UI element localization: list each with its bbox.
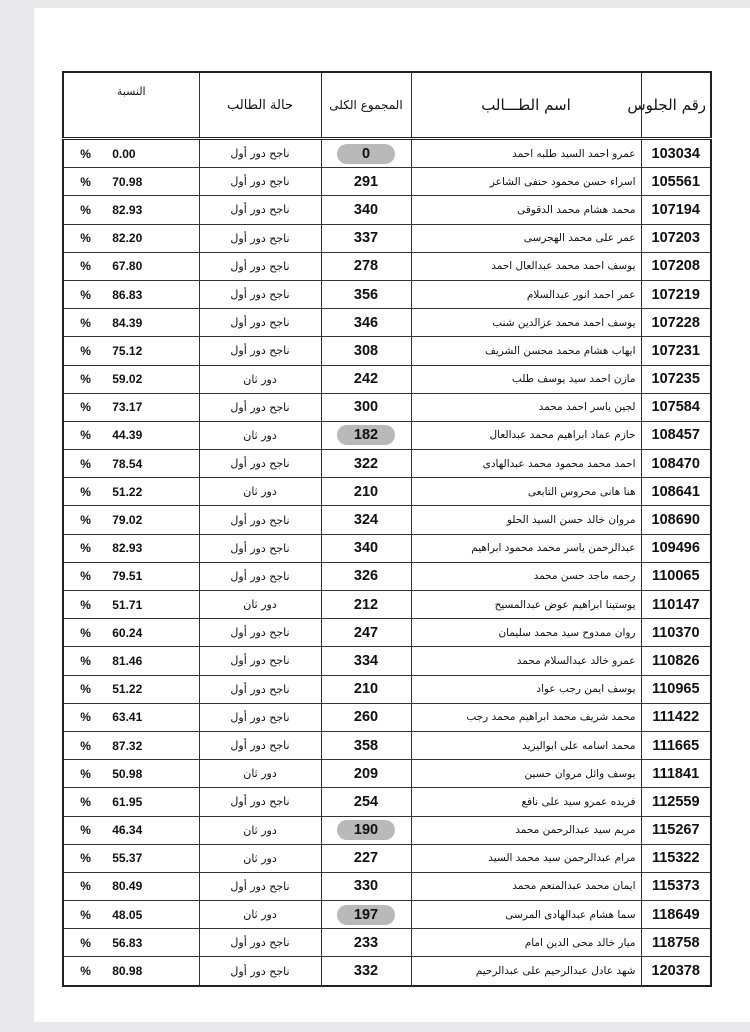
total-score-value: 300 (353, 399, 379, 416)
table-row (63, 591, 711, 619)
highlighted-total-score: 0 (337, 144, 395, 164)
total-score-cell (321, 280, 411, 308)
seat-number-cell: 115373 (641, 872, 711, 900)
seat-number-cell: 110147 (641, 591, 711, 619)
seat-number-cell: 111422 (641, 703, 711, 731)
percentage-value: 0.00 (112, 146, 136, 161)
table-body (63, 139, 711, 986)
total-score-cell (321, 619, 411, 647)
percentage-cell (63, 816, 199, 844)
percent-sign: % (80, 231, 91, 246)
student-status-cell: ناجح دور أول (199, 196, 321, 224)
percentage-cell (63, 788, 199, 816)
total-score-value: 332 (353, 963, 379, 980)
total-score-cell (321, 168, 411, 196)
student-status-cell: ناجح دور أول (199, 788, 321, 816)
student-name-cell: لجين ياسر احمد محمد (411, 393, 641, 421)
table-row (63, 196, 711, 224)
seat-number-cell: 115267 (641, 816, 711, 844)
student-name-cell: عمرو خالد عبدالسلام محمد (411, 647, 641, 675)
student-status-cell: ناجح دور أول (199, 252, 321, 280)
header-total-score: المجموع الكلى (321, 72, 411, 139)
student-name-cell: مريم سيد عبدالرحمن محمد (411, 816, 641, 844)
percent-sign: % (80, 343, 91, 358)
table-row (63, 534, 711, 562)
student-status-cell: دور ثان (199, 901, 321, 929)
student-status-cell: ناجح دور أول (199, 506, 321, 534)
percent-sign: % (80, 766, 91, 781)
percent-sign: % (80, 569, 91, 584)
table-row (63, 337, 711, 365)
table-row (63, 844, 711, 872)
student-status-cell: ناجح دور أول (199, 337, 321, 365)
table-row (63, 252, 711, 280)
percent-sign: % (80, 907, 91, 922)
student-status-cell: ناجح دور أول (199, 450, 321, 478)
table-row (63, 647, 711, 675)
total-score-value: 346 (353, 314, 379, 331)
table-row (63, 562, 711, 590)
percentage-cell (63, 562, 199, 590)
student-name-cell: يوسف احمد محمد عبدالعال احمد (411, 252, 641, 280)
total-score-value: 260 (353, 709, 379, 726)
percentage-cell (63, 478, 199, 506)
student-status-cell: دور ثان (199, 591, 321, 619)
student-status-cell: دور ثان (199, 478, 321, 506)
header-student-name: اسم الطـــالب (411, 72, 641, 139)
table-row (63, 929, 711, 957)
student-status-cell: دور ثان (199, 365, 321, 393)
table-row (63, 703, 711, 731)
table-row (63, 675, 711, 703)
percentage-cell (63, 337, 199, 365)
percentage-cell (63, 591, 199, 619)
table-row (63, 139, 711, 168)
percent-sign: % (80, 202, 91, 217)
total-score-cell (321, 393, 411, 421)
total-score-cell (321, 591, 411, 619)
results-table (62, 71, 712, 987)
total-score-cell (321, 844, 411, 872)
header-seat-number: رقم الجلوس (641, 72, 711, 139)
total-score-cell (321, 196, 411, 224)
percent-sign: % (80, 625, 91, 640)
percentage-cell (63, 619, 199, 647)
percent-sign: % (80, 513, 91, 528)
seat-number-cell: 109496 (641, 534, 711, 562)
percentage-cell (63, 196, 199, 224)
seat-number-cell: 107228 (641, 309, 711, 337)
student-status-cell: دور ثان (199, 816, 321, 844)
percentage-cell (63, 309, 199, 337)
seat-number-cell: 108457 (641, 421, 711, 449)
total-score-cell (321, 760, 411, 788)
total-score-cell (321, 252, 411, 280)
student-name-cell: رحمه ماجد حسن محمد (411, 562, 641, 590)
percent-sign: % (80, 259, 91, 274)
student-name-cell: اسراء حسن محمود حنفى الشاعر (411, 168, 641, 196)
percentage-cell (63, 224, 199, 252)
seat-number-cell: 107584 (641, 393, 711, 421)
seat-number-cell: 108690 (641, 506, 711, 534)
percentage-value: 48.05 (112, 907, 143, 922)
percentage-cell (63, 450, 199, 478)
total-score-cell (321, 675, 411, 703)
student-status-cell: ناجح دور أول (199, 619, 321, 647)
highlighted-total-score: 190 (337, 820, 395, 840)
total-score-cell (321, 337, 411, 365)
percentage-cell (63, 506, 199, 534)
percent-sign: % (80, 484, 91, 499)
percent-sign: % (80, 400, 91, 415)
percent-sign: % (80, 541, 91, 556)
total-score-cell (321, 478, 411, 506)
student-name-cell: مروان خالد حسن السيد الحلو (411, 506, 641, 534)
percentage-value: 63.41 (112, 710, 143, 725)
total-score-value: 340 (353, 540, 379, 557)
total-score-value: 356 (353, 286, 379, 303)
percentage-value: 56.83 (112, 935, 143, 950)
total-score-value: 291 (353, 173, 379, 190)
total-score-value: 322 (353, 455, 379, 472)
seat-number-cell: 111665 (641, 731, 711, 759)
percent-sign: % (80, 653, 91, 668)
percentage-value: 73.17 (112, 400, 143, 415)
table-row (63, 957, 711, 986)
percentage-value: 61.95 (112, 794, 143, 809)
percent-sign: % (80, 315, 91, 330)
table-row (63, 168, 711, 196)
percentage-value: 81.46 (112, 653, 143, 668)
seat-number-cell: 115322 (641, 844, 711, 872)
percentage-value: 55.37 (112, 851, 143, 866)
table-row (63, 309, 711, 337)
total-score-value: 210 (353, 681, 379, 698)
total-score-cell (321, 365, 411, 393)
percentage-cell (63, 421, 199, 449)
total-score-cell (321, 929, 411, 957)
student-status-cell: ناجح دور أول (199, 224, 321, 252)
student-status-cell: ناجح دور أول (199, 731, 321, 759)
student-name-cell: يوستينا ابراهيم عوض عبدالمسيح (411, 591, 641, 619)
percentage-cell (63, 957, 199, 986)
student-status-cell: ناجح دور أول (199, 280, 321, 308)
total-score-value: 308 (353, 342, 379, 359)
student-status-cell: ناجح دور أول (199, 675, 321, 703)
percentage-value: 79.51 (112, 569, 143, 584)
student-status-cell: ناجح دور أول (199, 168, 321, 196)
total-score-value: 340 (353, 201, 379, 218)
table-row (63, 421, 711, 449)
percent-sign: % (80, 146, 91, 161)
student-name-cell: عبدالرحمن ياسر محمد محمود ابراهيم (411, 534, 641, 562)
total-score-value: 210 (353, 483, 379, 500)
seat-number-cell: 118649 (641, 901, 711, 929)
total-score-value: 212 (353, 596, 379, 613)
student-name-cell: حازم عماد ابراهيم محمد عبدالعال (411, 421, 641, 449)
student-name-cell: عمر احمد انور عبدالسلام (411, 280, 641, 308)
table-header (63, 72, 711, 139)
percentage-value: 84.39 (112, 315, 143, 330)
seat-number-cell: 110370 (641, 619, 711, 647)
percent-sign: % (80, 428, 91, 443)
percent-sign: % (80, 964, 91, 979)
student-name-cell: يوسف احمد محمد عزالدين شنب (411, 309, 641, 337)
student-status-cell: ناجح دور أول (199, 647, 321, 675)
student-name-cell: شهد عادل عبدالرحيم على عبدالرحيم (411, 957, 641, 986)
seat-number-cell: 107208 (641, 252, 711, 280)
seat-number-cell: 111841 (641, 760, 711, 788)
total-score-cell (321, 731, 411, 759)
table-row (63, 816, 711, 844)
percent-sign: % (80, 372, 91, 387)
percentage-value: 46.34 (112, 823, 143, 838)
total-score-value: 247 (353, 624, 379, 641)
percent-sign: % (80, 935, 91, 950)
percentage-cell (63, 929, 199, 957)
percentage-cell (63, 365, 199, 393)
percentage-value: 86.83 (112, 287, 143, 302)
student-name-cell: احمد محمد محمود محمد عبدالهادى (411, 450, 641, 478)
table-row (63, 788, 711, 816)
total-score-cell (321, 421, 411, 449)
seat-number-cell: 110965 (641, 675, 711, 703)
percentage-value: 82.93 (112, 541, 143, 556)
percentage-value: 50.98 (112, 766, 143, 781)
percentage-cell (63, 844, 199, 872)
student-status-cell: ناجح دور أول (199, 703, 321, 731)
table-row (63, 760, 711, 788)
student-name-cell: فريده عمرو سيد على نافع (411, 788, 641, 816)
seat-number-cell: 108470 (641, 450, 711, 478)
percent-sign: % (80, 456, 91, 471)
total-score-cell (321, 506, 411, 534)
total-score-value: 227 (353, 850, 379, 867)
total-score-value: 358 (353, 737, 379, 754)
table-row (63, 280, 711, 308)
percentage-value: 82.93 (112, 202, 143, 217)
highlighted-total-score: 197 (337, 905, 395, 925)
percentage-cell (63, 280, 199, 308)
student-name-cell: ميار خالد محى الدين امام (411, 929, 641, 957)
student-status-cell: ناجح دور أول (199, 393, 321, 421)
header-student-status: حالة الطالب (199, 72, 321, 139)
student-status-cell: ناجح دور أول (199, 929, 321, 957)
seat-number-cell: 107203 (641, 224, 711, 252)
student-name-cell: عمر على محمد الهجرسى (411, 224, 641, 252)
percentage-value: 67.80 (112, 259, 143, 274)
student-name-cell: محمد اسامه على ابواليزيد (411, 731, 641, 759)
total-score-cell (321, 309, 411, 337)
total-score-value: 330 (353, 878, 379, 895)
percent-sign: % (80, 738, 91, 753)
total-score-value: 254 (353, 793, 379, 810)
total-score-value: 326 (353, 568, 379, 585)
percent-sign: % (80, 851, 91, 866)
total-score-value: 324 (353, 512, 379, 529)
student-status-cell: ناجح دور أول (199, 534, 321, 562)
percentage-value: 44.39 (112, 428, 143, 443)
percentage-value: 80.49 (112, 879, 143, 894)
student-name-cell: مرام عبدالرحمن سيد محمد السيد (411, 844, 641, 872)
total-score-cell (321, 647, 411, 675)
percentage-value: 51.22 (112, 484, 143, 499)
percent-sign: % (80, 879, 91, 894)
percentage-value: 82.20 (112, 231, 143, 246)
percent-sign: % (80, 597, 91, 612)
student-status-cell: ناجح دور أول (199, 139, 321, 168)
percentage-cell (63, 760, 199, 788)
total-score-cell (321, 816, 411, 844)
percentage-value: 59.02 (112, 372, 143, 387)
percent-sign: % (80, 287, 91, 302)
percentage-value: 87.32 (112, 738, 143, 753)
percentage-cell (63, 675, 199, 703)
percent-sign: % (80, 794, 91, 809)
seat-number-cell: 120378 (641, 957, 711, 986)
percentage-value: 51.71 (112, 597, 143, 612)
student-status-cell: ناجح دور أول (199, 309, 321, 337)
student-status-cell: ناجح دور أول (199, 562, 321, 590)
student-name-cell: يوسف وائل مروان حسين (411, 760, 641, 788)
student-name-cell: سما هشام عبدالهادى المرسى (411, 901, 641, 929)
seat-number-cell: 110065 (641, 562, 711, 590)
percentage-value: 75.12 (112, 343, 143, 358)
highlighted-total-score: 182 (337, 425, 395, 445)
total-score-cell (321, 901, 411, 929)
header-row (63, 72, 711, 139)
table-row (63, 478, 711, 506)
table-row (63, 619, 711, 647)
percent-sign: % (80, 710, 91, 725)
total-score-value: 337 (353, 230, 379, 247)
total-score-value: 334 (353, 652, 379, 669)
seat-number-cell: 112559 (641, 788, 711, 816)
percentage-value: 60.24 (112, 625, 143, 640)
table-row (63, 224, 711, 252)
percentage-value: 78.54 (112, 456, 143, 471)
percentage-value: 70.98 (112, 174, 143, 189)
percent-sign: % (80, 174, 91, 189)
percentage-value: 79.02 (112, 513, 143, 528)
total-score-cell (321, 562, 411, 590)
student-name-cell: روان ممدوح سيد محمد سليمان (411, 619, 641, 647)
total-score-cell (321, 788, 411, 816)
student-name-cell: ايمان محمد عبدالمنعم محمد (411, 872, 641, 900)
total-score-value: 278 (353, 258, 379, 275)
seat-number-cell: 103034 (641, 139, 711, 168)
student-name-cell: محمد هشام محمد الدقوقى (411, 196, 641, 224)
table-row (63, 731, 711, 759)
total-score-cell (321, 703, 411, 731)
percentage-cell (63, 139, 199, 168)
student-status-cell: دور ثان (199, 421, 321, 449)
percentage-value: 51.22 (112, 682, 143, 697)
percentage-cell (63, 393, 199, 421)
seat-number-cell: 118758 (641, 929, 711, 957)
table-row (63, 450, 711, 478)
percentage-cell (63, 731, 199, 759)
percentage-value: 80.98 (112, 964, 143, 979)
percentage-cell (63, 534, 199, 562)
seat-number-cell: 107194 (641, 196, 711, 224)
student-status-cell: ناجح دور أول (199, 872, 321, 900)
seat-number-cell: 110826 (641, 647, 711, 675)
student-name-cell: ايهاب هشام محمد محسن الشريف (411, 337, 641, 365)
percentage-cell (63, 647, 199, 675)
percentage-cell (63, 872, 199, 900)
total-score-value: 209 (353, 765, 379, 782)
seat-number-cell: 107231 (641, 337, 711, 365)
table-row (63, 872, 711, 900)
percent-sign: % (80, 682, 91, 697)
student-name-cell: هنا هانى محروس التابعى (411, 478, 641, 506)
table-row (63, 506, 711, 534)
student-status-cell: دور ثان (199, 760, 321, 788)
total-score-cell (321, 534, 411, 562)
total-score-cell (321, 872, 411, 900)
seat-number-cell: 107219 (641, 280, 711, 308)
percent-sign: % (80, 823, 91, 838)
student-name-cell: يوسف ايمن رجب عواد (411, 675, 641, 703)
student-name-cell: عمرو احمد السيد طلبه احمد (411, 139, 641, 168)
total-score-cell (321, 450, 411, 478)
total-score-cell (321, 224, 411, 252)
total-score-cell (321, 139, 411, 168)
percentage-cell (63, 168, 199, 196)
percentage-cell (63, 703, 199, 731)
student-name-cell: محمد شريف محمد ابراهيم محمد رجب (411, 703, 641, 731)
seat-number-cell: 108641 (641, 478, 711, 506)
total-score-value: 242 (353, 371, 379, 388)
percentage-cell (63, 252, 199, 280)
seat-number-cell: 105561 (641, 168, 711, 196)
seat-number-cell: 107235 (641, 365, 711, 393)
table-row (63, 901, 711, 929)
percentage-cell (63, 901, 199, 929)
student-status-cell: ناجح دور أول (199, 957, 321, 986)
total-score-value: 233 (353, 934, 379, 951)
student-status-cell: دور ثان (199, 844, 321, 872)
student-name-cell: مازن احمد سيد يوسف طلب (411, 365, 641, 393)
header-percentage: النسبة (63, 72, 199, 139)
table-row (63, 365, 711, 393)
table-row (63, 393, 711, 421)
total-score-cell (321, 957, 411, 986)
